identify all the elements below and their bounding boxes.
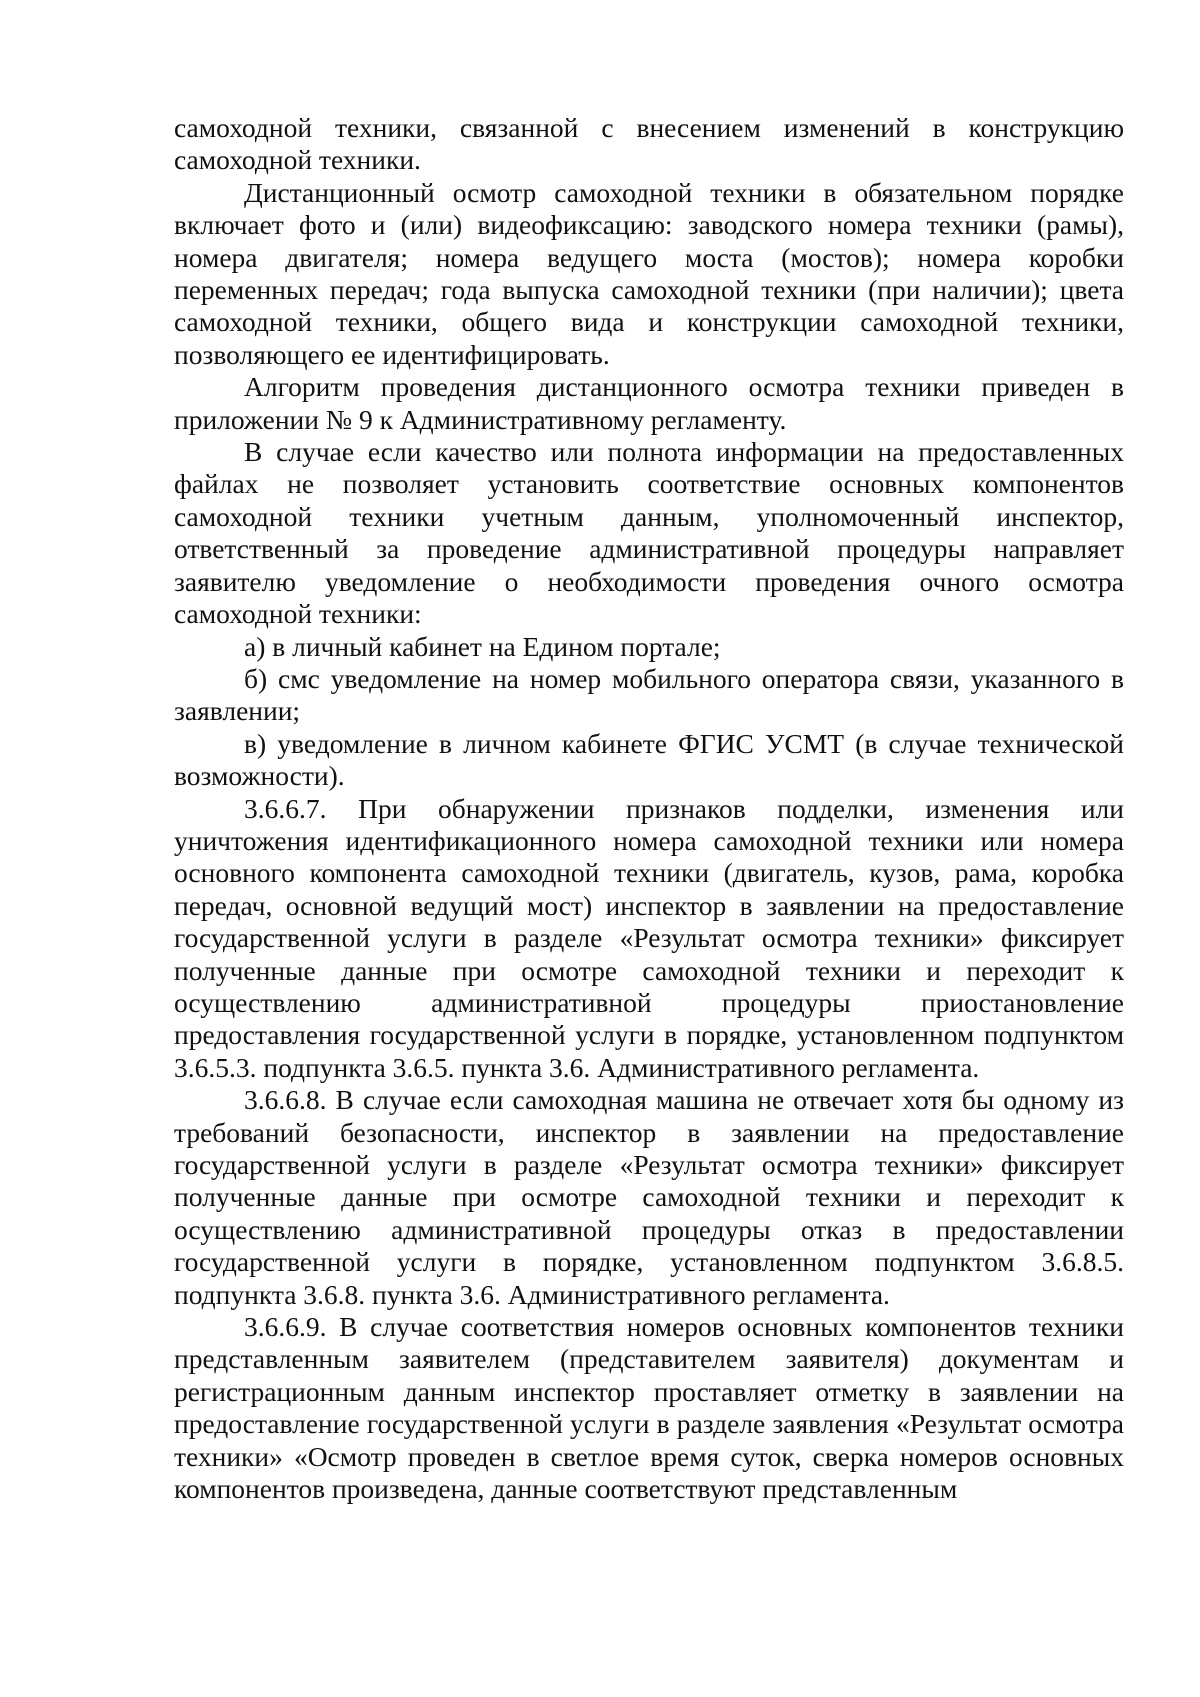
paragraph-insufficient-quality: В случае если качество или полнота информации на предоставленных файлах не позволяет установить соответствие основных компонентов самоходной техники учетным данным, уполномоченный инспектор, ответственный за проведение административной процедуры направляет заявителю уведомление о необходимости проведения очного осмотра самоходной техники: <box>174 436 1124 630</box>
list-item-b: б) смс уведомление на номер мобильного оператора связи, указанного в заявлении; <box>174 662 1124 727</box>
paragraph-remote-inspection: Дистанционный осмотр самоходной техники в обязательном порядке включает фото и (или) видеофиксацию: заводского номера техники (рамы), номера двигателя; номера ведущего моста (мостов); номера коробки переменных передач; года выпуска самоходной техники (при наличии); цвета самоходной техники, общего вида и конструкции самоходной техники, позволяющего ее идентифицировать. <box>174 176 1124 370</box>
paragraph-3-6-6-7: 3.6.6.7. При обнаружении признаков подделки, изменения или уничтожения идентификационного номера самоходной техники или номера основного компонента самоходной техники (двигатель, кузов, рама, коробка передач, основной ведущий мост) инспектор в заявлении на предоставление государственной услуги в разделе «Результат осмотра техники» фиксирует полученные данные при осмотре самоходной техники и переходит к осуществлению административной процедуры приостановление предоставления государственной услуги в порядке, установленном подпунктом 3.6.5.3. подпункта 3.6.5. пункта 3.6. Административного регламента. <box>174 792 1124 1083</box>
list-item-c: в) уведомление в личном кабинете ФГИС УСМТ (в случае технической возможности). <box>174 727 1124 792</box>
paragraph-algorithm: Алгоритм проведения дистанционного осмотра техники приведен в приложении № 9 к Административному регламенту. <box>174 371 1124 435</box>
list-item-a: а) в личный кабинет на Едином портале; <box>244 630 721 662</box>
paragraph-continuation: самоходной техники, связанной с внесением изменений в конструкцию самоходной техники. <box>174 112 1124 176</box>
document-page <box>174 112 1124 1505</box>
paragraph-3-6-6-9: 3.6.6.9. В случае соответствия номеров основных компонентов техники представленным заявителем (представителем заявителя) документам и регистрационным данным инспектор проставляет отметку в заявлении на предоставление государственной услуги в разделе заявления «Результат осмотра техники» «Осмотр проведен в светлое время суток, сверка номеров основных компонентов произведена, данные соответствуют представленным <box>174 1311 1124 1505</box>
paragraph-3-6-6-8: 3.6.6.8. В случае если самоходная машина не отвечает хотя бы одному из требований безопасности, инспектор в заявлении на предоставление государственной услуги в разделе «Результат осмотра техники» фиксирует полученные данные при осмотре самоходной техники и переходит к осуществлению административной процедуры отказ в предоставлении государственной услуги в порядке, установленном подпунктом 3.6.8.5. подпункта 3.6.8. пункта 3.6. Административного регламента. <box>174 1084 1124 1310</box>
